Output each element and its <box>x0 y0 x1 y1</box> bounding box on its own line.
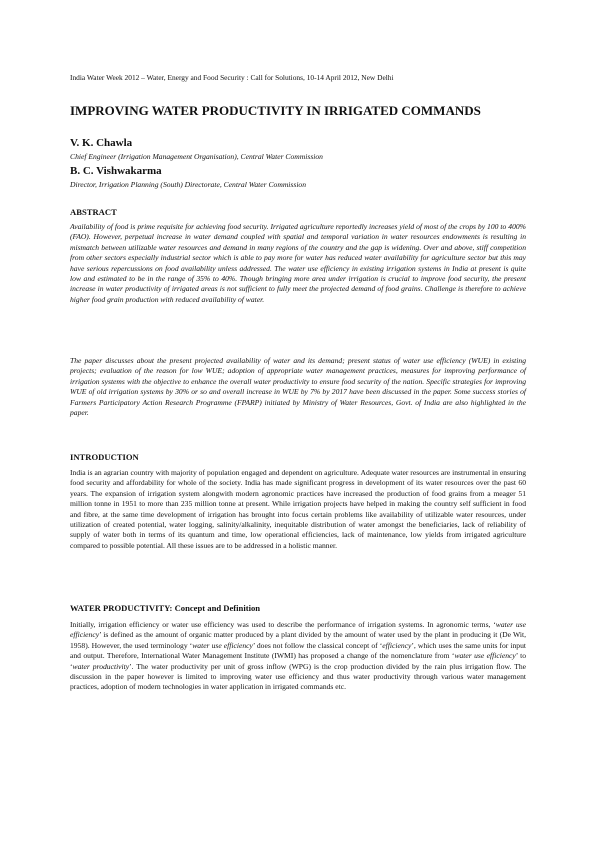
abstract-paragraph-2: The paper discusses about the present projected availability of water and its demand; present status of water use efficiency (WUE) in existing projects; evaluation of the reason for low WUE; adoption of appropriate water management practices, measures for improving performance of irrigation systems with the objective to enhance the overall water productivity to ensure food security of the nation. Specific strategies for improving WUE of old irrigation systems by 30% or so and overall increase in WUE by 7% by 2017 have been discussed in the paper. Some success stories of Farmers Participatory Action Research Programme (FPARP) initiated by Ministry of Water Resources, Govt. of India are also highlighted in the paper. <box>70 356 526 418</box>
wp-term-5: water productivity <box>72 661 130 671</box>
introduction-heading: INTRODUCTION <box>70 452 139 462</box>
abstract-paragraph-1: Availability of food is prime requisite for achieving food security. Irrigated agriculture reportedly increases yield of most of the crops by 100 to 400% (FAO). However, perpetual increase in water demand coupled with spatial and temporal variation in water resources endowments is resulting in mismatch between utilizable water resources and demand in many regions of the country and the gap is widening. Over and above, stiff competition from other sectors especially industrial sector which is able to pay more for water has reduced water availability for agriculture sector but this may have serious repercussions on food availability unless addressed. The water use efficiency in existing irrigation systems in India at present is quite low and estimated to be in the range of 35% to 40%. Though bringing more area under irrigation is crucial to improve food security, the present increase in water productivity of irrigated areas is not sufficient to fully meet the projected demand of food grains. Challenge is therefore to achieve higher food grain production with reduced availability of water. <box>70 222 526 304</box>
wp-term-1: water use efficiency <box>70 620 526 640</box>
wp-text-3: ’ does not follow the classical concept of ‘ <box>252 640 383 650</box>
wp-text-1: Initially, irrigation efficiency or water use efficiency was used to describe the performance of irrigation systems. In agronomic terms, ‘ <box>70 620 496 629</box>
wp-term-3: efficiency <box>382 640 412 650</box>
abstract-heading: ABSTRACT <box>70 207 117 217</box>
wp-text-6: ’. The water productivity per unit of gross inflow (WPG) is the crop production divided by the rain plus irrigation flow. The discussion in the paper however is limited to improving water use efficiency and thus water productivity through various water management practices, adoption of modern technologies in water application in irrigated commands etc. <box>70 661 527 692</box>
wp-term-2: water use efficiency <box>192 640 253 650</box>
wp-term-4: water use efficiency <box>454 651 516 661</box>
author-affiliation-1: Chief Engineer (Irrigation Management Organisation), Central Water Commission <box>70 152 323 161</box>
author-name-2: B. C. Vishwakarma <box>70 165 162 177</box>
wp-text-2: ’ is defined as the amount of organic matter produced by a plant divided by the amount of water used by the plant in producing it (De Wit, 1958). However, the used terminology ‘ <box>70 630 526 650</box>
author-name-1: V. K. Chawla <box>70 137 133 149</box>
running-head: India Water Week 2012 – Water, Energy and Food Security : Call for Solutions, 10-14 April 2012, New Delhi <box>70 73 394 82</box>
wp-text-5: ’ to ‘ <box>70 651 526 671</box>
water-productivity-heading: WATER PRODUCTIVITY: Concept and Definition <box>70 603 261 613</box>
author-affiliation-2: Director, Irrigation Planning (South) Directorate, Central Water Commission <box>70 180 307 189</box>
wp-text-4: ’, which uses the same units for input and output. Therefore, International Water Management Institute (IWMI) has proposed a change of the nomenclature from ‘ <box>70 640 526 661</box>
paper-title: IMPROVING WATER PRODUCTIVITY IN IRRIGATED COMMANDS <box>70 103 481 118</box>
introduction-paragraph: India is an agrarian country with majority of population engaged and dependent on agriculture. Adequate water resources are instrumental in ensuring food security and affordability for whole of the society. India has made significant progress in development of its water resources over the past 60 years. The expansion of irrigation system alongwith modern agronomic practices have increased the production of food grains from a meager 51 million tonne in 1951 to more than 235 million tonne at present. While irrigation projects have helped in making the country self sufficient in food and fibre, at the same time development of irrigation has brought into focus certain problems like availability of utilizable water resources, under utilization of created potential, water logging, salinity/alkalinity, inequitable distribution of water amongst the beneficiaries, lack of reliability of supply of water both in terms of its quantum and time, low operational efficiencies, lack of maintenance, low yields from irrigated agriculture compared to possible potential. All these issues are to be addressed in a holistic manner. <box>70 468 526 550</box>
water-productivity-paragraph <box>70 620 526 693</box>
